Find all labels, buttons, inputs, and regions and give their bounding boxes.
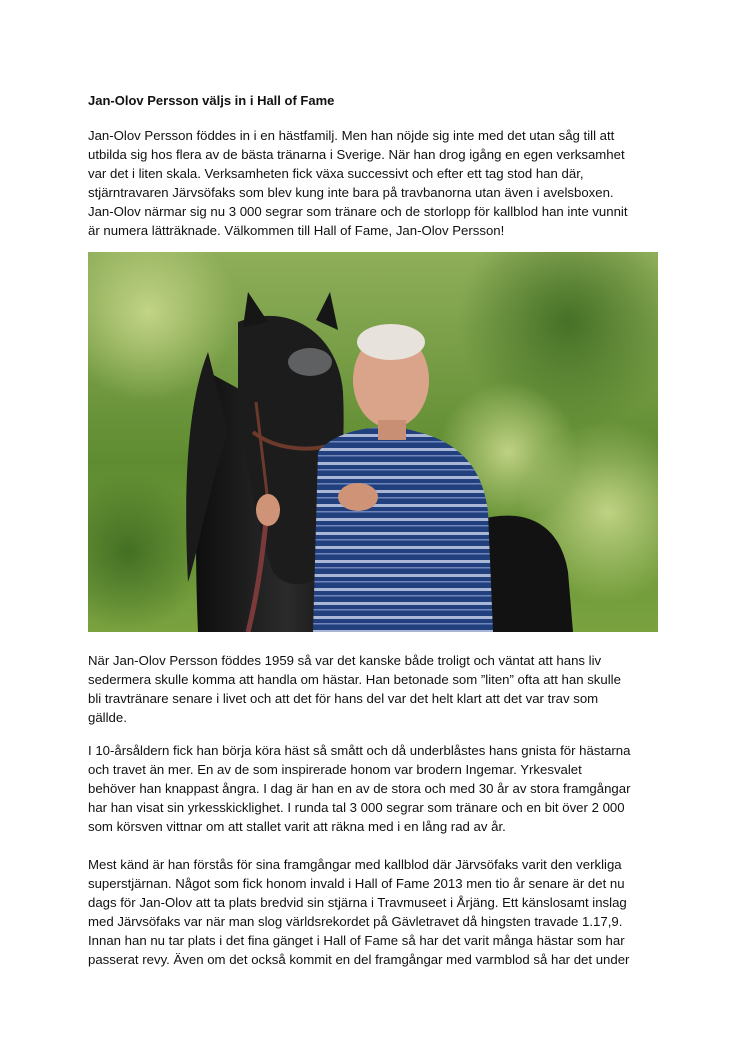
text-line: Jan-Olov närmar sig nu 3 000 segrar som tränare och de storlopp för kallblod han inte vunnit [88,204,628,219]
text-line: som körsven vittnar om att stallet varit att räkna med i en lång rad av år. [88,819,506,834]
text-line: behöver han knappast ångra. I dag är han en av de stora och med 30 år av stora framgångar [88,781,631,796]
text-line: är numera lätträknade. Välkommen till Hall of Fame, Jan-Olov Persson! [88,223,505,238]
text-line: dags för Jan-Olov att ta plats bredvid sin stjärna i Travmuseet i Årjäng. Ett känslosamt inslag [88,895,627,910]
portrait-photo [88,252,658,632]
text-line: Mest känd är han förstås för sina framgångar med kallblod där Järvsöfaks varit den verkliga [88,857,622,872]
text-line: Innan han nu tar plats i det fina gänget i Hall of Fame så har det varit många hästar som har [88,933,625,948]
body-paragraph-3 [88,855,668,969]
text-line: med Järvsöfaks var när man slog världsrekordet på Gävletravet då hingsten travade 1.17,9. [88,914,623,929]
photo-illustration [88,252,658,632]
article-title: Jan-Olov Persson väljs in i Hall of Fame [88,93,335,108]
body-paragraph-2 [88,741,668,836]
text-line: superstjärnan. Något som fick honom invald i Hall of Fame 2013 men tio år senare är det nu [88,876,625,891]
text-line: bli travtränare senare i livet och att det för hans del var det helt klart att det var trav som [88,691,599,706]
text-line: När Jan-Olov Persson föddes 1959 så var det kanske både troligt och väntat att hans liv [88,653,602,668]
text-line: sedermera skulle komma att handla om hästar. Han betonade som ”liten” ofta att han skulle [88,672,621,687]
text-line: var det i liten skala. Verksamheten fick växa successivt och efter ett tag stod han där, [88,166,584,181]
text-line: gällde. [88,710,127,725]
text-line: utbilda sig hos flera av de bästa tränarna i Sverige. När han drog igång en egen verksamhet [88,147,625,162]
text-line: passerat revy. Även om det också kommit en del framgångar med varmblod så har det under [88,952,630,967]
text-line: stjärntravaren Järvsöfaks som blev kung inte bara på travbanorna utan även i avelsboxen. [88,185,614,200]
intro-paragraph [88,126,668,240]
body-paragraph-1 [88,651,668,727]
text-line: och travet än mer. En av de som inspirerade honom var brodern Ingemar. Yrkesvalet [88,762,582,777]
text-line: har han visat sin yrkesskicklighet. I runda tal 3 000 segrar som tränare och en bit över 2 000 [88,800,625,815]
text-line: Jan-Olov Persson föddes in i en hästfamilj. Men han nöjde sig inte med det utan såg till att [88,128,615,143]
text-line: I 10-årsåldern fick han börja köra häst så smått och då underblåstes hans gnista för hästarna [88,743,631,758]
